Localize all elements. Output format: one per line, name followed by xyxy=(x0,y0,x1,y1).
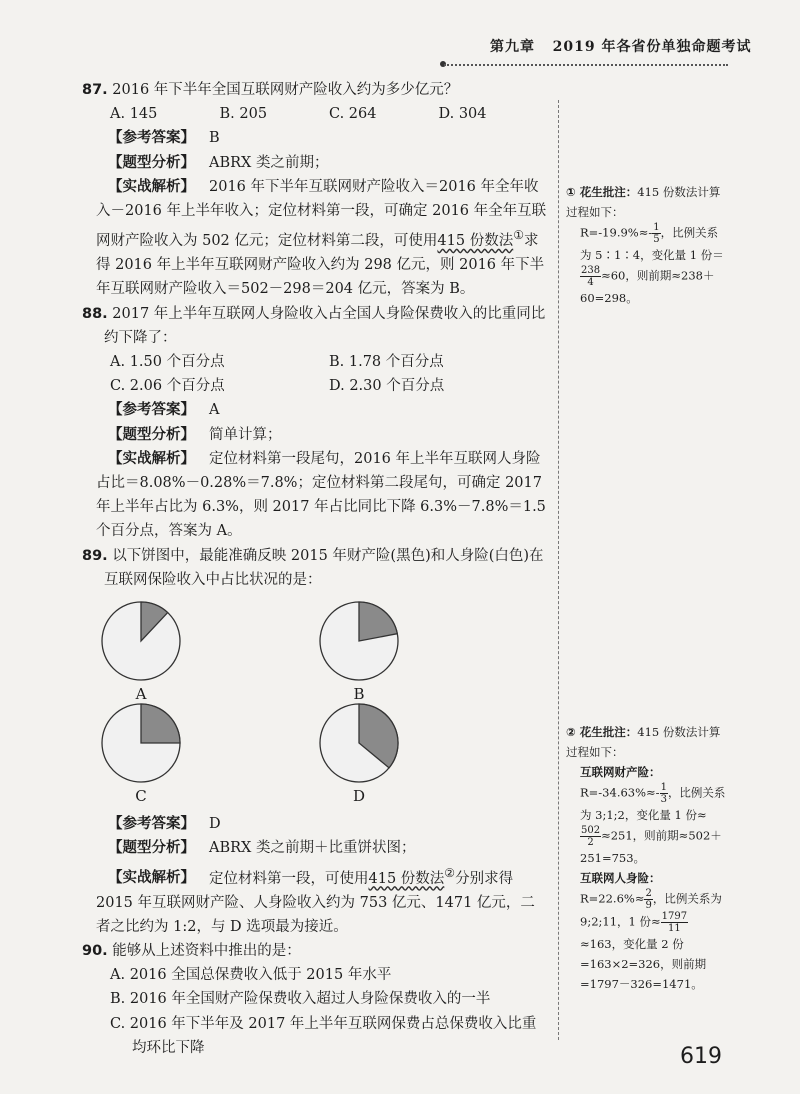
question-89 xyxy=(82,544,548,939)
pie-label: B xyxy=(353,685,365,704)
analysis-text: 定位材料第一段尾句，2016 年上半年互联网人身险占比＝8.08%－0.28%＝7.8%；定位材料第二段尾句，可确定 2017 年上半年占比为 6.3%，则 2017 年占比同比下降 6.3%－7.8%＝1.5 个百分点，答案为 A。 xyxy=(96,450,546,540)
type-label: 【题型分析】 xyxy=(108,154,195,171)
q90-stem xyxy=(82,939,548,963)
denominator: 9 xyxy=(645,900,652,911)
pie-option-b xyxy=(318,600,400,706)
side-note-1 xyxy=(566,182,726,308)
note-marker: ② 花生批注： xyxy=(566,725,638,739)
main-column xyxy=(82,78,548,1060)
chapter-label: 第九章 xyxy=(490,39,535,55)
option: C. 2016 年下半年及 2017 年上半年互联网保费占总保费收入比重均环比下降 xyxy=(110,1015,537,1056)
pie-options xyxy=(96,592,548,812)
denominator: 11 xyxy=(667,923,681,934)
option: A. 145 xyxy=(110,106,158,123)
q88-options-row2 xyxy=(96,374,548,398)
option: A. 1.50 个百分点 xyxy=(110,354,225,371)
q87-analysis xyxy=(96,175,548,302)
note-formula: R=22.6%≈ xyxy=(580,891,645,906)
note-text: ≈251，则前期≈502＋251=753。 xyxy=(580,828,722,865)
denominator: 3 xyxy=(660,794,667,805)
answer-label: 【参考答案】 xyxy=(108,816,195,833)
answer-value: B xyxy=(209,130,220,147)
fraction xyxy=(652,222,660,245)
question-87 xyxy=(82,78,548,302)
note-intro: 415 份数法计算过程如下： xyxy=(566,725,721,759)
note-subheading: 互联网人身险： xyxy=(580,871,661,885)
note-formula: R=-34.63%≈- xyxy=(580,785,660,800)
fraction xyxy=(580,825,601,848)
q89-number: 89. xyxy=(82,547,108,564)
option: B. 2016 年全国财产险保费收入超过人身险保费收入的一半 xyxy=(110,991,491,1008)
pie-option-a xyxy=(100,600,182,706)
q87-number: 87. xyxy=(82,82,108,98)
q88-stem xyxy=(82,302,548,350)
pie-label: C xyxy=(135,787,147,806)
chapter-title: 2019 年各省份单独命题考试 xyxy=(552,39,752,55)
pie-chart-c xyxy=(100,702,182,784)
q88-options-row1 xyxy=(96,350,548,374)
method-link: 415 份数法 xyxy=(437,233,514,250)
q88-number: 88. xyxy=(82,305,108,322)
pie-dark-slice xyxy=(141,704,180,743)
analysis-text: 定位材料第一段，可使用 xyxy=(209,870,369,887)
answer-label: 【参考答案】 xyxy=(108,402,195,419)
note-subheading: 互联网财产险： xyxy=(580,765,661,779)
answer-value: A xyxy=(209,402,220,419)
type-value: ABRX 类之前期＋比重饼状图； xyxy=(209,840,416,857)
option: B. 1.78 个百分点 xyxy=(329,354,444,371)
denominator: 4 xyxy=(587,277,594,288)
analysis-label: 【实战解析】 xyxy=(108,870,195,887)
numerator: 502 xyxy=(581,825,601,836)
fraction xyxy=(660,782,668,805)
margin-divider xyxy=(558,100,559,1040)
q87-stem xyxy=(82,78,548,102)
pie-dark-slice xyxy=(359,602,397,641)
note-text: ，比例关系为 9;2;11，1 份≈ xyxy=(580,891,722,929)
analysis-text: 2016 年下半年互联网财产险收入＝2016 年全年收入－2016 年上半年收入；定位材料第一段，可确定 2016 年全年互联网财产险收入为 502 亿元；定位材料第二段，可使用 xyxy=(96,178,547,250)
question-88 xyxy=(82,302,548,544)
option: A. 2016 全国总保费收入低于 2015 年水平 xyxy=(110,967,392,984)
note-formula: R=-19.9%≈- xyxy=(580,225,653,240)
q90-question: 能够从上述资料中推出的是： xyxy=(112,942,301,959)
header-rule xyxy=(444,64,728,66)
pie-label: D xyxy=(352,787,366,806)
note-text: ，比例关系为 5∶1∶4，变化量 1 份＝ xyxy=(580,225,724,262)
method-link: 415 份数法 xyxy=(368,870,445,887)
page-number: 619 xyxy=(680,1044,722,1069)
type-label: 【题型分析】 xyxy=(108,840,195,857)
side-note-2 xyxy=(566,722,726,994)
pie-chart-d xyxy=(318,702,400,784)
answer-value: D xyxy=(209,816,221,833)
footnote-marker: ② xyxy=(444,865,456,880)
note-text: ≈60，则前期≈238＋60=298。 xyxy=(580,268,715,305)
q90-number: 90. xyxy=(82,942,108,959)
fraction xyxy=(644,888,652,911)
q89-stem xyxy=(82,544,548,592)
q87-question: 2016 年下半年全国互联网财产险收入约为多少亿元？ xyxy=(112,82,459,98)
option: D. 2.30 个百分点 xyxy=(329,378,445,395)
analysis-label: 【实战解析】 xyxy=(108,178,195,195)
note-marker: ① 花生批注： xyxy=(566,185,638,199)
q87-options xyxy=(96,102,548,126)
numerator: 1797 xyxy=(661,911,688,922)
pie-option-c xyxy=(100,702,182,808)
type-value: ABRX 类之前期； xyxy=(209,154,329,171)
pie-label: A xyxy=(135,685,147,704)
q88-question: 2017 年上半年互联网人身险收入占全国人身险保费收入的比重同比约下降了： xyxy=(104,305,546,346)
analysis-text: 求得 2016 年上半年互联网财产险收入约为 298 亿元，则 2016 年下半年互联网财产险收入＝502－298＝204 亿元，答案为 B。 xyxy=(96,233,545,298)
running-header xyxy=(490,36,751,56)
option: D. 304 xyxy=(438,106,487,123)
fraction xyxy=(580,265,601,288)
type-label: 【题型分析】 xyxy=(108,426,195,443)
pie-chart-b xyxy=(318,600,400,682)
option: C. 2.06 个百分点 xyxy=(110,378,225,395)
note-intro: 415 份数法计算过程如下： xyxy=(566,185,721,219)
q88-analysis xyxy=(96,447,548,544)
option: B. 205 xyxy=(219,106,268,123)
type-value: 简单计算； xyxy=(209,426,282,443)
denominator: 2 xyxy=(587,837,594,848)
analysis-label: 【实战解析】 xyxy=(108,450,195,467)
q89-analysis xyxy=(96,861,548,939)
q89-question: 以下饼图中，最能准确反映 2015 年财产险(黑色)和人身险(白色)在互联网保险收入中占比状况的是： xyxy=(104,547,544,588)
answer-label: 【参考答案】 xyxy=(108,130,195,147)
numerator: 2 xyxy=(645,888,652,899)
fraction xyxy=(661,911,688,934)
numerator: 1 xyxy=(660,782,667,793)
denominator: 5 xyxy=(653,234,660,245)
analysis-text: 分别求得 2015 年互联网财产险、人身险收入约为 753 亿元、1471 亿元，二者之比约为 1:2，与 D 选项最为接近。 xyxy=(96,870,535,935)
pie-chart-a xyxy=(100,600,182,682)
option: C. 264 xyxy=(329,106,377,123)
question-90 xyxy=(82,939,548,1060)
note-text: ，比例关系为 3;1;2，变化量 1 份≈ xyxy=(580,785,726,822)
pie-option-d xyxy=(318,702,400,808)
numerator: 238 xyxy=(581,265,601,276)
note-text: ≈163，变化量 2 份=163×2=326，则前期=1797－326=1471。 xyxy=(580,937,707,991)
footnote-marker: ① xyxy=(513,228,525,243)
numerator: 1 xyxy=(653,222,660,233)
